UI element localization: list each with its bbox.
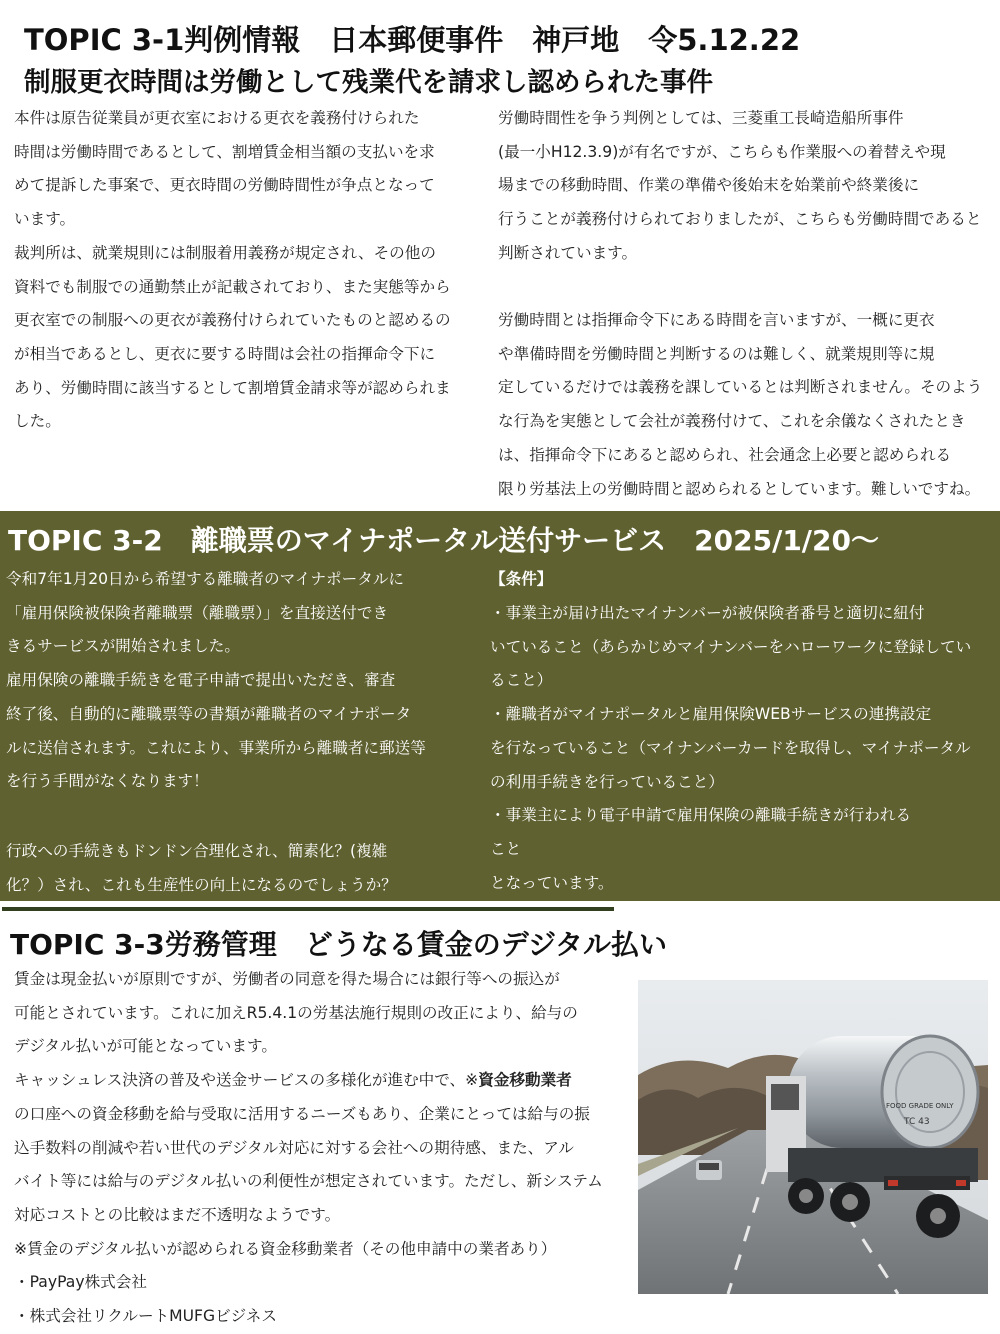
tank-label-2: TC 43 bbox=[904, 1117, 930, 1127]
topic3-body-intro: 賃金は現金払いが原則ですが、労働者の同意を得た場合には銀行等への振込が 可能とされています。これに加えR5.4.1の労基法施行規則の改正により、給与の デジタル払いが可能となっています。 キャッシュレス決済の普及や送金サービスの多様化が進む中で、※ bbox=[14, 970, 578, 1090]
topic2-band bbox=[0, 511, 1000, 901]
divider-rule bbox=[2, 907, 614, 911]
topic1-right-text-2: 労働時間とは指揮命令下にある時間を言いますが、一概に更衣 や準備時間を労働時間と判断するのは難しく、就業規則等に規 定しているだけでは義務を課しているとは判断されません。そのよう な行為を実態として会社が義務付けて、これを余儀なくされたとき は、指揮命令下にあると認められ、社会通念上必要と認められる 限り労基法上の労働時間と認められるとしています。難しいですね。 bbox=[498, 311, 983, 498]
truck-photo-svg bbox=[638, 980, 988, 1294]
tanker-truck-highway-photo bbox=[638, 980, 988, 1294]
topic3-body-bold-term: 資金移動業者 bbox=[478, 1071, 572, 1090]
topic3-title: TOPIC 3-3労務管理 どうなる賃金のデジタル払い bbox=[10, 928, 668, 961]
topic1-title: TOPIC 3-1判例情報 日本郵便事件 神戸地 令5.12.22 bbox=[24, 23, 801, 57]
topic1-left-text: 本件は原告従業員が更衣室における更衣を義務付けられた 時間は労働時間であるとして、割増賃金相当額の支払いを求 めて提訴した事案で、更衣時間の労働時間性が争点となって います。 裁判所は、就業規則には制服着用義務が規定され、その他の 資料でも制服での通勤禁止が記載されており、また実態等から 更衣室での制服への更衣が義務付けられていたものと認めるの が相当であるとし、更衣に要する時間は会社の指揮命令下に あり、労働時間に該当するとして割増賃金請求等が認められま した。 bbox=[14, 109, 451, 431]
topic2-conditions-text: ・事業主が届け出たマイナンバーが被保険者番号と適切に紐付 いていること（あらかじめマイナンバーをハローワークに登録してい ること） ・離職者がマイナポータルと雇用保険WEBサービスの連携設定 を行なっていること（マイナンバーカードを取得し、マイナポータル の利用手続きを行っていること） ・事業主により電子申請で雇用保険の離職手続きが行われる こと となっています。 bbox=[490, 604, 972, 892]
tank-label-1: FOOD GRADE ONLY bbox=[886, 1102, 954, 1110]
topic1-subtitle: 制服更衣時間は労働として残業代を請求し認められた事件 bbox=[24, 67, 713, 98]
topic3-body bbox=[14, 963, 634, 1334]
topic1-right-text-1: 労働時間性を争う判例としては、三菱重工長崎造船所事件 (最一小H12.3.9)が有名ですが、こちらも作業服への着替えや現 場までの移動時間、作業の準備や後始末を始業前や終業後に 行うことが義務付けられておりましたが、こちらも労働時間であると 判断されています。 bbox=[498, 109, 982, 262]
topic3-body-rest: の口座への資金移動を給与受取に活用するニーズもあり、企業にとっては給与の振 込手数料の削減や若い世代のデジタル対応に対する会社への期待感、また、アル バイト等には給与のデジタル払いの利便性が想定されています。ただし、新システム 対応コストとの比較はまだ不透明なようです。 ※賃金のデジタル払いが認められる資金移動業者（その他申請中の業者あり） ・PayPay株式会社 ・株式会社リクルートMUFGビジネス bbox=[14, 1104, 603, 1326]
topic2-conditions-heading: 【条件】 bbox=[490, 570, 553, 588]
topic2-left-text-2: 行政への手続きもドンドン合理化され、簡素化？(複雑 化？）され、これも生産性の向上になるのでしょうか？ bbox=[6, 842, 397, 894]
topic2-title: TOPIC 3-2 離職票のマイナポータル送付サービス 2025/1/20～ bbox=[8, 524, 879, 557]
topic2-left-text-1: 令和7年1月20日から希望する離職者のマイナポータルに 「雇用保険被保険者離職票（離職票）」を直接送付でき きるサービスが開始されました。 雇用保険の離職手続きを電子申請で提出いただき、審査 終了後、自動的に離職票等の書類が離職者のマイナポータ ルに送信されます。これにより、事業所から離職者に郵送等 を行う手間がなくなります！ bbox=[6, 570, 426, 791]
